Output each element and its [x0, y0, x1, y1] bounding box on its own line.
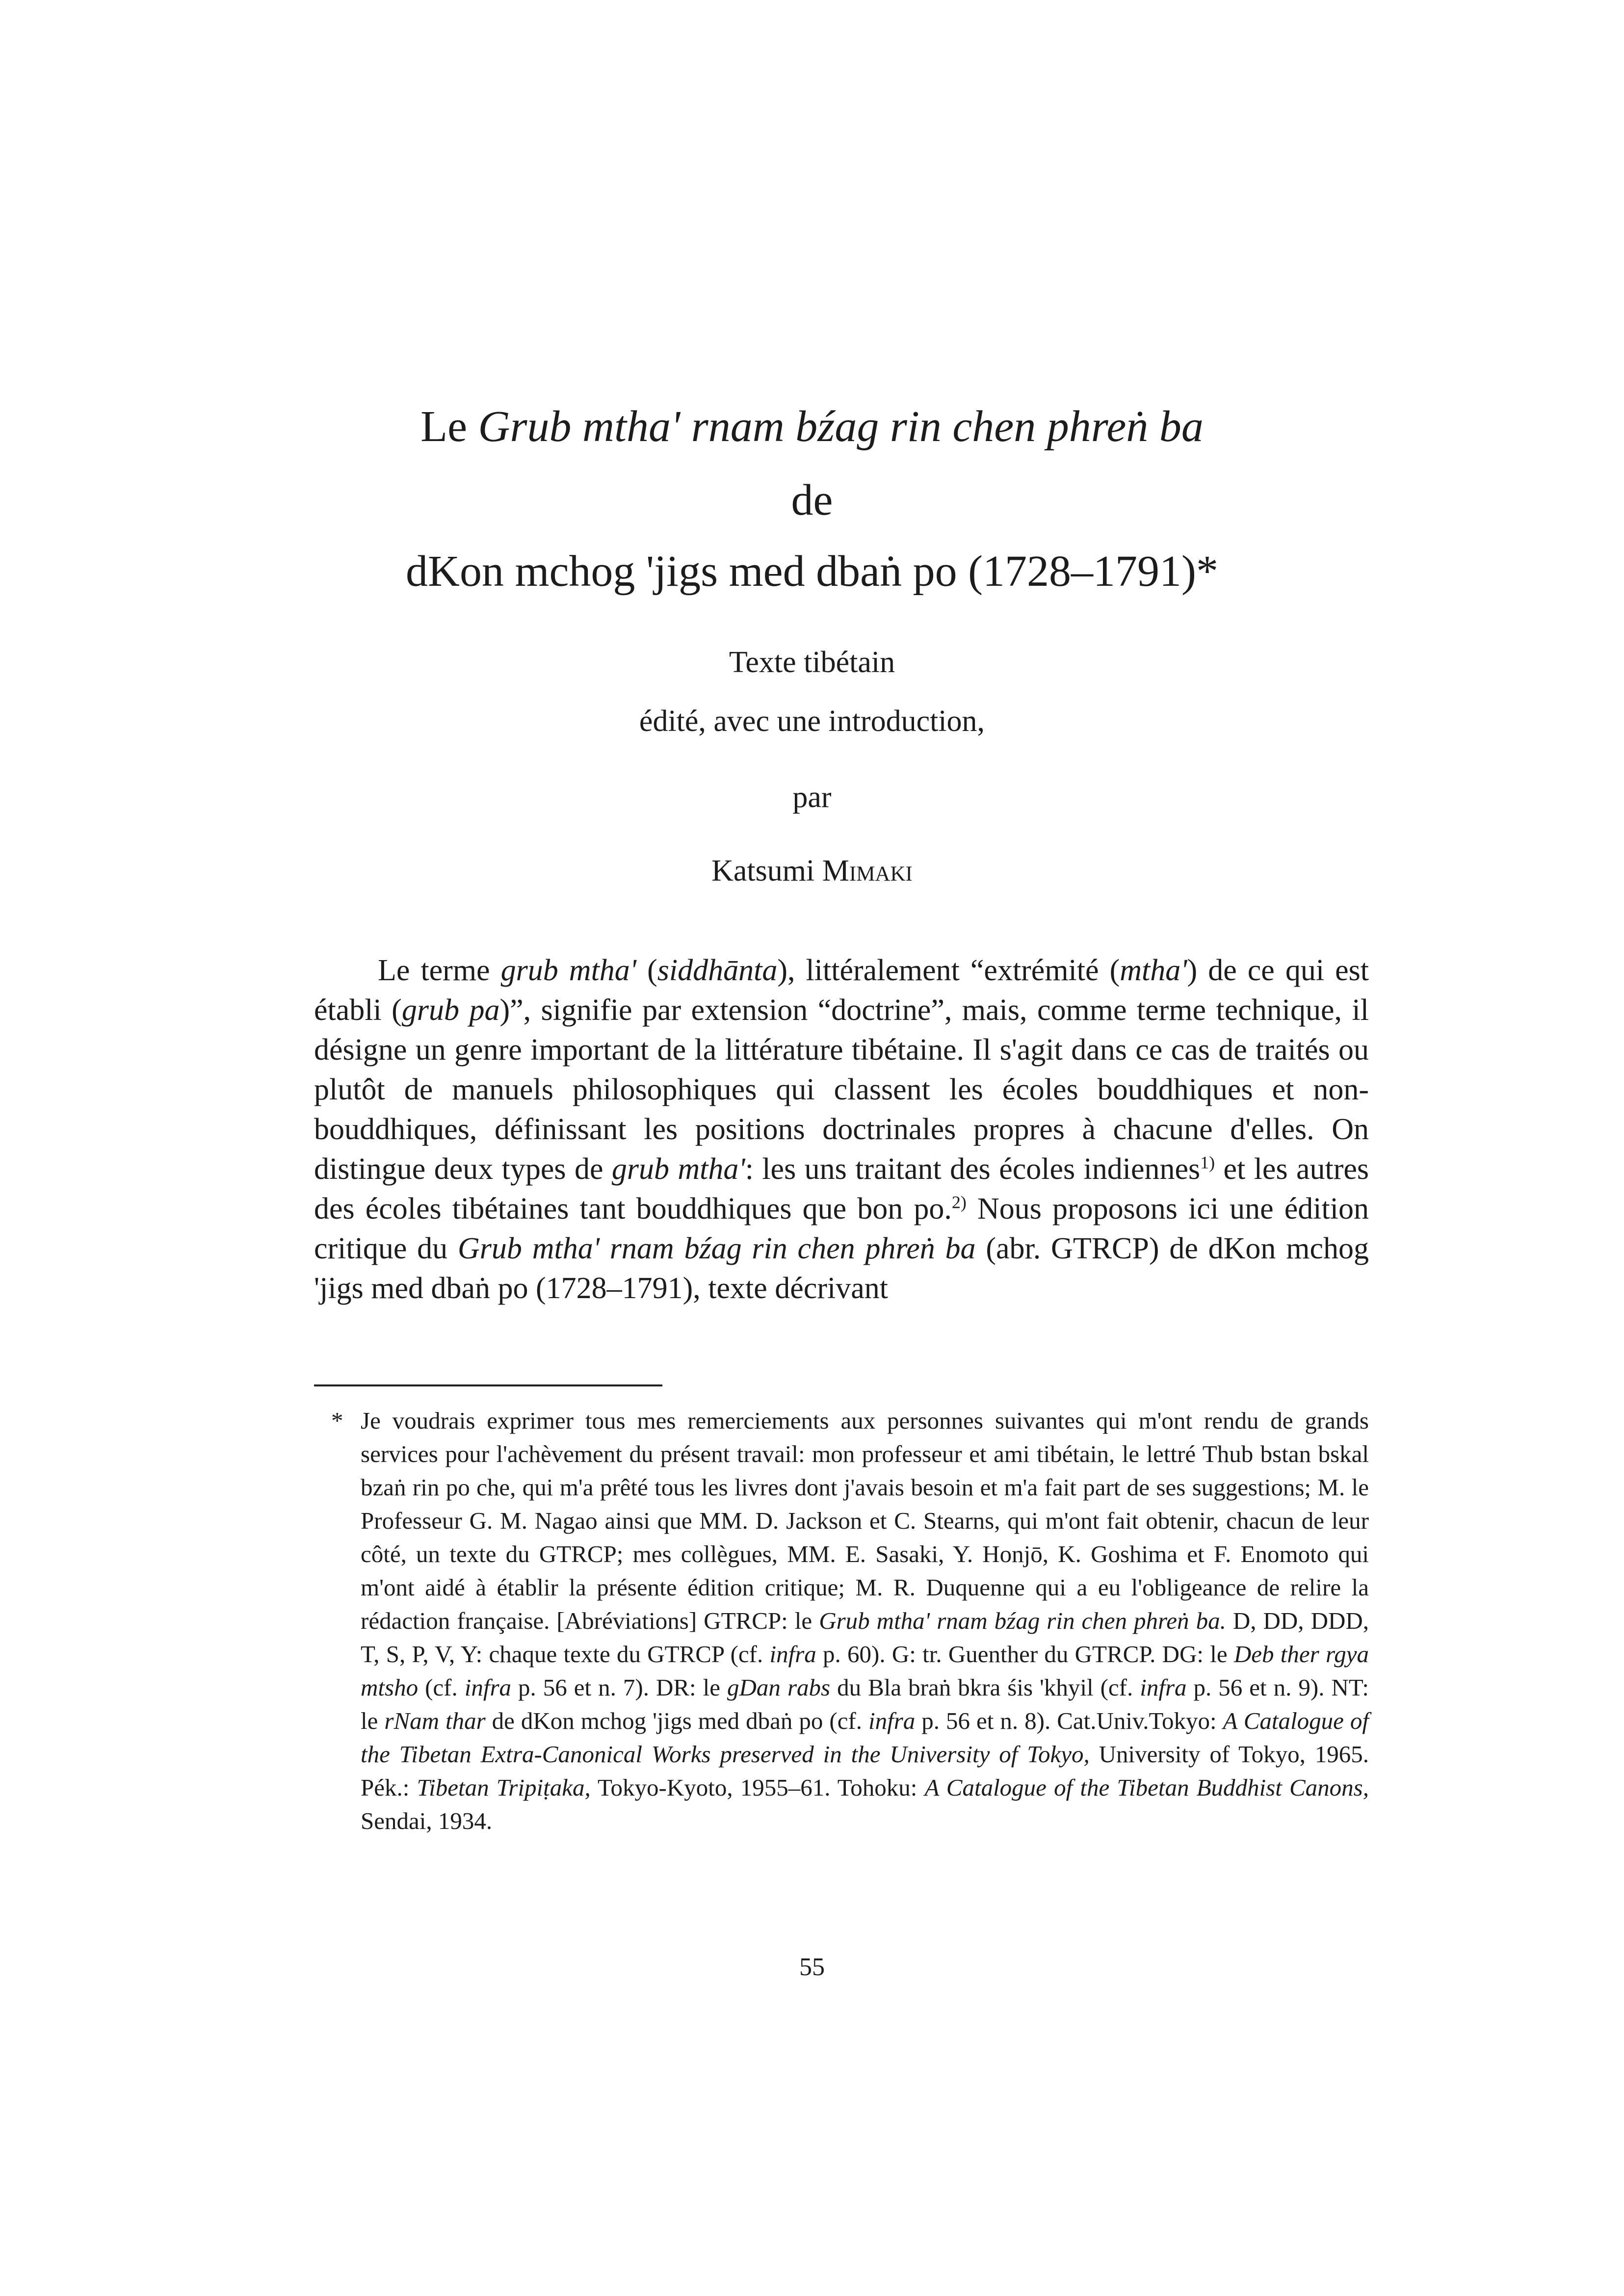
body-text: Nous proposons ici une édition critique du	[314, 1192, 1369, 1265]
subtitle-line-2: édité, avec une introduction,	[639, 704, 985, 738]
subtitle-line-1: Texte tibétain	[729, 646, 895, 679]
article-title-line-2: de	[791, 476, 833, 524]
footnote-mark: *	[331, 1407, 343, 1434]
body-italic: grub mtha'	[611, 1152, 745, 1186]
footnote-italic: Deb ther rgya mtsho	[361, 1641, 1369, 1701]
footnote-italic: A Catalogue of the Tibetan Extra-Canonical Works preserved in the University of Tokyo,	[361, 1707, 1369, 1768]
article-title-line-1	[0, 402, 1624, 451]
footnote-text: D, DD, DDD, T, S, P, V, Y: chaque texte du GTRCP (cf.	[361, 1607, 1369, 1668]
footnote-ref-1[interactable]: 1)	[1200, 1152, 1215, 1173]
body-paragraph	[314, 951, 1369, 1308]
footnote-italic: Grub mtha' rnam bźag rin chen phreṅ ba.	[819, 1607, 1226, 1634]
footnote-text: du Bla braṅ bkra śis 'khyil (cf.	[830, 1674, 1140, 1701]
body-italic: Grub mtha' rnam bźag rin chen phreṅ ba	[457, 1232, 976, 1265]
footnote-text: Je voudrais exprimer tous mes remerciements aux personnes suivantes qui m'ont rendu de grands services pour l'achèvement du présent travail: mon professeur et ami tibétain, le lettré Thub bstan bskal bzaṅ rin po che, qui m'a prêté tous les livres dont j'avais besoin et m'a fait part de ses suggestions; M. le Professeur G. M. Nagao ainsi que MM. D. Jackson et C. Stearns, qui m'ont fait obtenir, chacun de leur côté, un texte du GTRCP; mes collègues, MM. E. Sasaki, Y. Honjō, K. Goshima et F. Enomoto qui m'ont aidé à établir la présente édition critique; M. R. Duquenne qui a eu l'obligeance de relire la rédaction française. [Abréviations] GTRCP: le	[361, 1407, 1369, 1634]
footnote	[331, 1404, 1369, 1838]
footnote-text: University of Tokyo, 1965. Pék.:	[361, 1741, 1369, 1801]
body-italic: grub mtha'	[500, 954, 637, 987]
body-text: (abr. GTRCP) de dKon mchog 'jigs med dbaṅ po (1728–1791), texte décrivant	[314, 1232, 1369, 1305]
footnote-text: Sendai, 1934.	[361, 1807, 493, 1834]
footnote-text: p. 56 et n. 9). NT: le	[361, 1674, 1369, 1734]
footnote-italic: rNam thar	[384, 1707, 486, 1734]
page-number: 55	[799, 1953, 825, 1981]
title-prefix: Le	[420, 402, 478, 451]
footnote-italic: A Catalogue of the Tibetan Buddhist Canons,	[924, 1774, 1369, 1801]
footnote-italic: infra	[464, 1674, 512, 1701]
author-name	[0, 854, 1624, 888]
footnote-italic: infra	[1140, 1674, 1187, 1701]
footnote-text: p. 56 et n. 7). DR: le	[511, 1674, 728, 1701]
body-text: )”, signifie par extension “doctrine”, mais, comme terme technique, il désigne un genre important de la littérature tibétaine. Il s'agit dans ce cas de traités ou plutôt de manuels philosophiques qui classent les écoles bouddhiques et non-bouddhiques, définissant les positions doctrinales propres à chacune d'elles. On distingue deux types de	[314, 993, 1369, 1186]
article-title-line-3: dKon mchog 'jigs med dbaṅ po (1728–1791)*	[405, 547, 1219, 596]
footnote-text: p. 60). G: tr. Guenther du GTRCP. DG: le	[816, 1641, 1234, 1668]
body-italic: mtha'	[1120, 954, 1187, 987]
body-text: et les autres des écoles tibétaines tant bouddhiques que bon po.	[314, 1152, 1369, 1226]
footnote-text: (cf.	[418, 1674, 465, 1701]
footnote-italic: infra	[769, 1641, 816, 1668]
author-last-name: Mimaki	[822, 854, 913, 887]
footnote-divider	[314, 1384, 662, 1386]
footnote-ref-2[interactable]: 2)	[951, 1192, 967, 1212]
footnote-italic: infra	[868, 1707, 916, 1734]
subtitle-line-3: par	[792, 781, 832, 814]
footnote-italic: gDan rabs	[727, 1674, 831, 1701]
footnote-text: de dKon mchog 'jigs med dbaṅ po (cf.	[485, 1707, 868, 1734]
author-first-name: Katsumi	[711, 854, 822, 887]
title-italic: Grub mtha' rnam bźag rin chen phreṅ ba	[478, 402, 1204, 451]
body-italic: grub pa	[401, 993, 500, 1027]
body-text: : les uns traitant des écoles indiennes	[745, 1152, 1201, 1186]
body-text: (	[636, 954, 657, 987]
body-text: ), littéralement “extrémité (	[777, 954, 1120, 987]
footnote-italic: Tibetan Tripiṭaka,	[417, 1774, 591, 1801]
body-text: Le terme	[378, 954, 501, 987]
footnote-text: Tokyo-Kyoto, 1955–61. Tohoku:	[590, 1774, 925, 1801]
body-text: ) de ce qui est établi (	[314, 954, 1369, 1027]
body-italic: siddhānta	[657, 954, 778, 987]
footnote-text: p. 56 et n. 8). Cat.Univ.Tokyo:	[915, 1707, 1223, 1734]
